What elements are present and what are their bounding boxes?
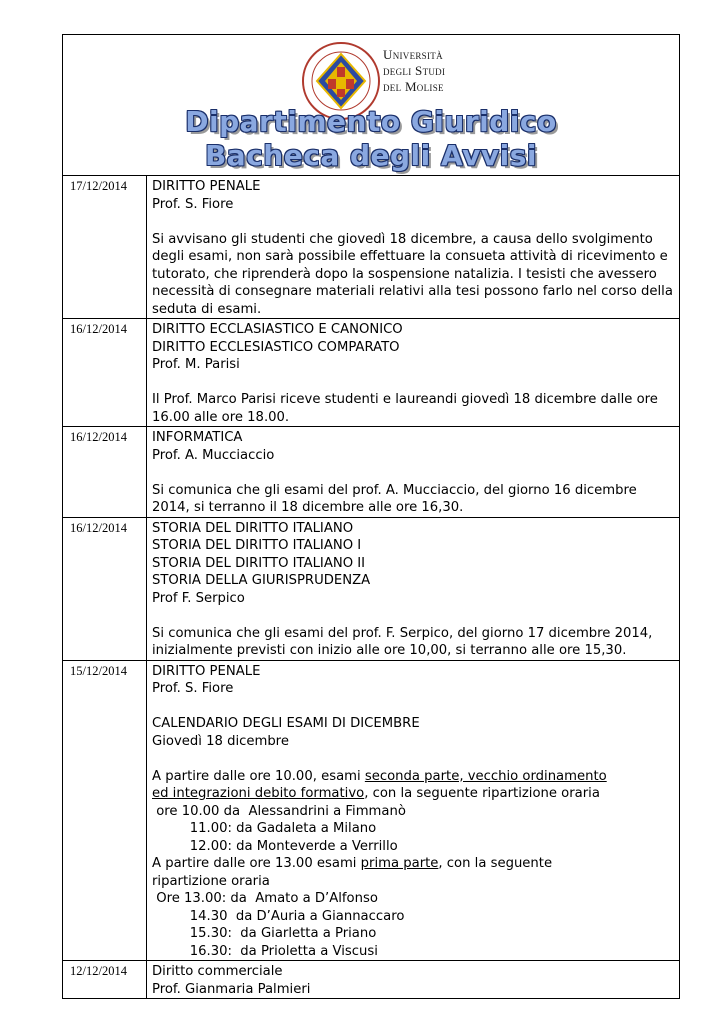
schedule-line: Ore 13.00: da Amato a D’Alfonso <box>152 891 378 906</box>
notice-body: Il Prof. Marco Parisi riceve studenti e laureandi giovedì 18 dicembre dalle ore 16.00 alle ore 18.00. <box>152 392 658 425</box>
notice-row <box>63 961 679 998</box>
schedule-line: 11.00: da Gadaleta a Milano <box>152 821 377 836</box>
notice-date: 17/12/2014 <box>63 176 147 318</box>
department-title: Dipartimento Giuridico <box>185 105 557 138</box>
schedule-line: 12.00: da Monteverde a Verrillo <box>152 838 398 854</box>
notice-content: DIRITTO ECCLASIASTICO E CANONICO DIRITTO ECCLESIASTICO COMPARATO Prof. M. Parisi Il Prof. Marco Parisi riceve studenti e laureandi giovedì 18 dicembre dalle ore 16.00 alle ore 18.00. <box>147 319 679 426</box>
university-name: Università degli Studi del Molise <box>383 47 446 94</box>
notice-date: 16/12/2014 <box>63 518 147 660</box>
exam-intro-line: A partire dalle ore 13.00 esami prima parte, con la seguente <box>152 856 553 871</box>
page-header <box>63 35 679 176</box>
notice-content: Diritto commerciale Prof. Gianmaria Palmieri <box>152 964 311 997</box>
notice-date: 16/12/2014 <box>63 427 147 517</box>
notice-date: 15/12/2014 <box>63 661 147 961</box>
notice-date: 12/12/2014 <box>63 961 147 998</box>
schedule-line: 14.30 da D’Auria a Giannaccaro <box>152 908 405 924</box>
schedule-line: 15.30: da Giarletta a Priano <box>152 926 377 941</box>
notice-body: Si comunica che gli esami del prof. F. Serpico, del giorno 17 dicembre 2014, inizialmente previsti con inizio alle ore 10,00, si terranno alle ore 15,30. <box>152 625 653 658</box>
notice-date: 16/12/2014 <box>63 319 147 426</box>
notice-body: Si comunica che gli esami del prof. A. Mucciaccio, del giorno 16 dicembre 2014, si terranno il 18 dicembre alle ore 16,30. <box>152 482 637 515</box>
notice-row <box>63 319 679 427</box>
notice-row <box>63 518 679 661</box>
notice-content: DIRITTO PENALE Prof. S. Fiore CALENDARIO DEGLI ESAMI DI DICEMBRE Giovedì 18 dicembre A partire dalle ore 10.00, esami seconda parte, vecchio ordinamento ed integrazioni debito formativo, con la seguente ripartizione oraria ore 10.00 da Alessandrini a Fimmanò 11.00: da Gadaleta a Milano 12.00: da Monteverde a Verrillo A partire dalle ore 13.00 esami prima parte, con la seguente ripartizione oraria Ore 13.00: da Amato a D’Alfonso 14.30 da D’Auria a Giannaccaro 15.30: da Giarletta a Priano 16.30: da Prioletta a Viscusi <box>147 661 679 961</box>
notice-content: DIRITTO PENALE Prof. S. Fiore Si avvisano gli studenti che giovedì 18 dicembre, a causa dello svolgimento degli esami, non sarà possibile effettuare la consueta attività di ricevimento e tutorato, che riprenderà dopo la sospensione natalizia. I tesisti che avessero necessità di consegnare materiali relativi alla tesi possono farlo nel corso della seduta di esami. <box>152 179 673 317</box>
notice-row <box>63 176 679 319</box>
schedule-line: ore 10.00 da Alessandrini a Fimmanò <box>152 803 406 819</box>
notice-body: Si avvisano gli studenti che giovedì 18 dicembre, a causa dello svolgimento degli esami, non sarà possibile effettuare la consueta attività di ricevimento e tutorato, che riprenderà dopo la sospensione natalizia. I tesisti che avessero necessità di consegnare materiali relativi alla tesi possono farlo nel corso della seduta di esami. <box>152 231 673 317</box>
notice-board <box>62 34 680 999</box>
schedule-line: 16.30: da Prioletta a Viscusi <box>152 943 378 959</box>
notice-content: STORIA DEL DIRITTO ITALIANO STORIA DEL DIRITTO ITALIANO I STORIA DEL DIRITTO ITALIANO II STORIA DELLA GIURISPRUDENZA Prof F. Serpico Si comunica che gli esami del prof. F. Serpico, del giorno 17 dicembre 2014, inizialmente previsti con inizio alle ore 10,00, si terranno alle ore 15,30. <box>147 518 679 660</box>
notice-content: INFORMATICA Prof. A. Mucciaccio Si comunica che gli esami del prof. A. Mucciaccio, del giorno 16 dicembre 2014, si terranno il 18 dicembre alle ore 16,30. <box>147 427 679 517</box>
notice-row <box>63 661 679 962</box>
exam-intro-line: A partire dalle ore 10.00, esami seconda parte, vecchio ordinamento <box>152 768 607 784</box>
board-title: Bacheca degli Avvisi <box>204 139 538 172</box>
notice-row <box>63 427 679 518</box>
